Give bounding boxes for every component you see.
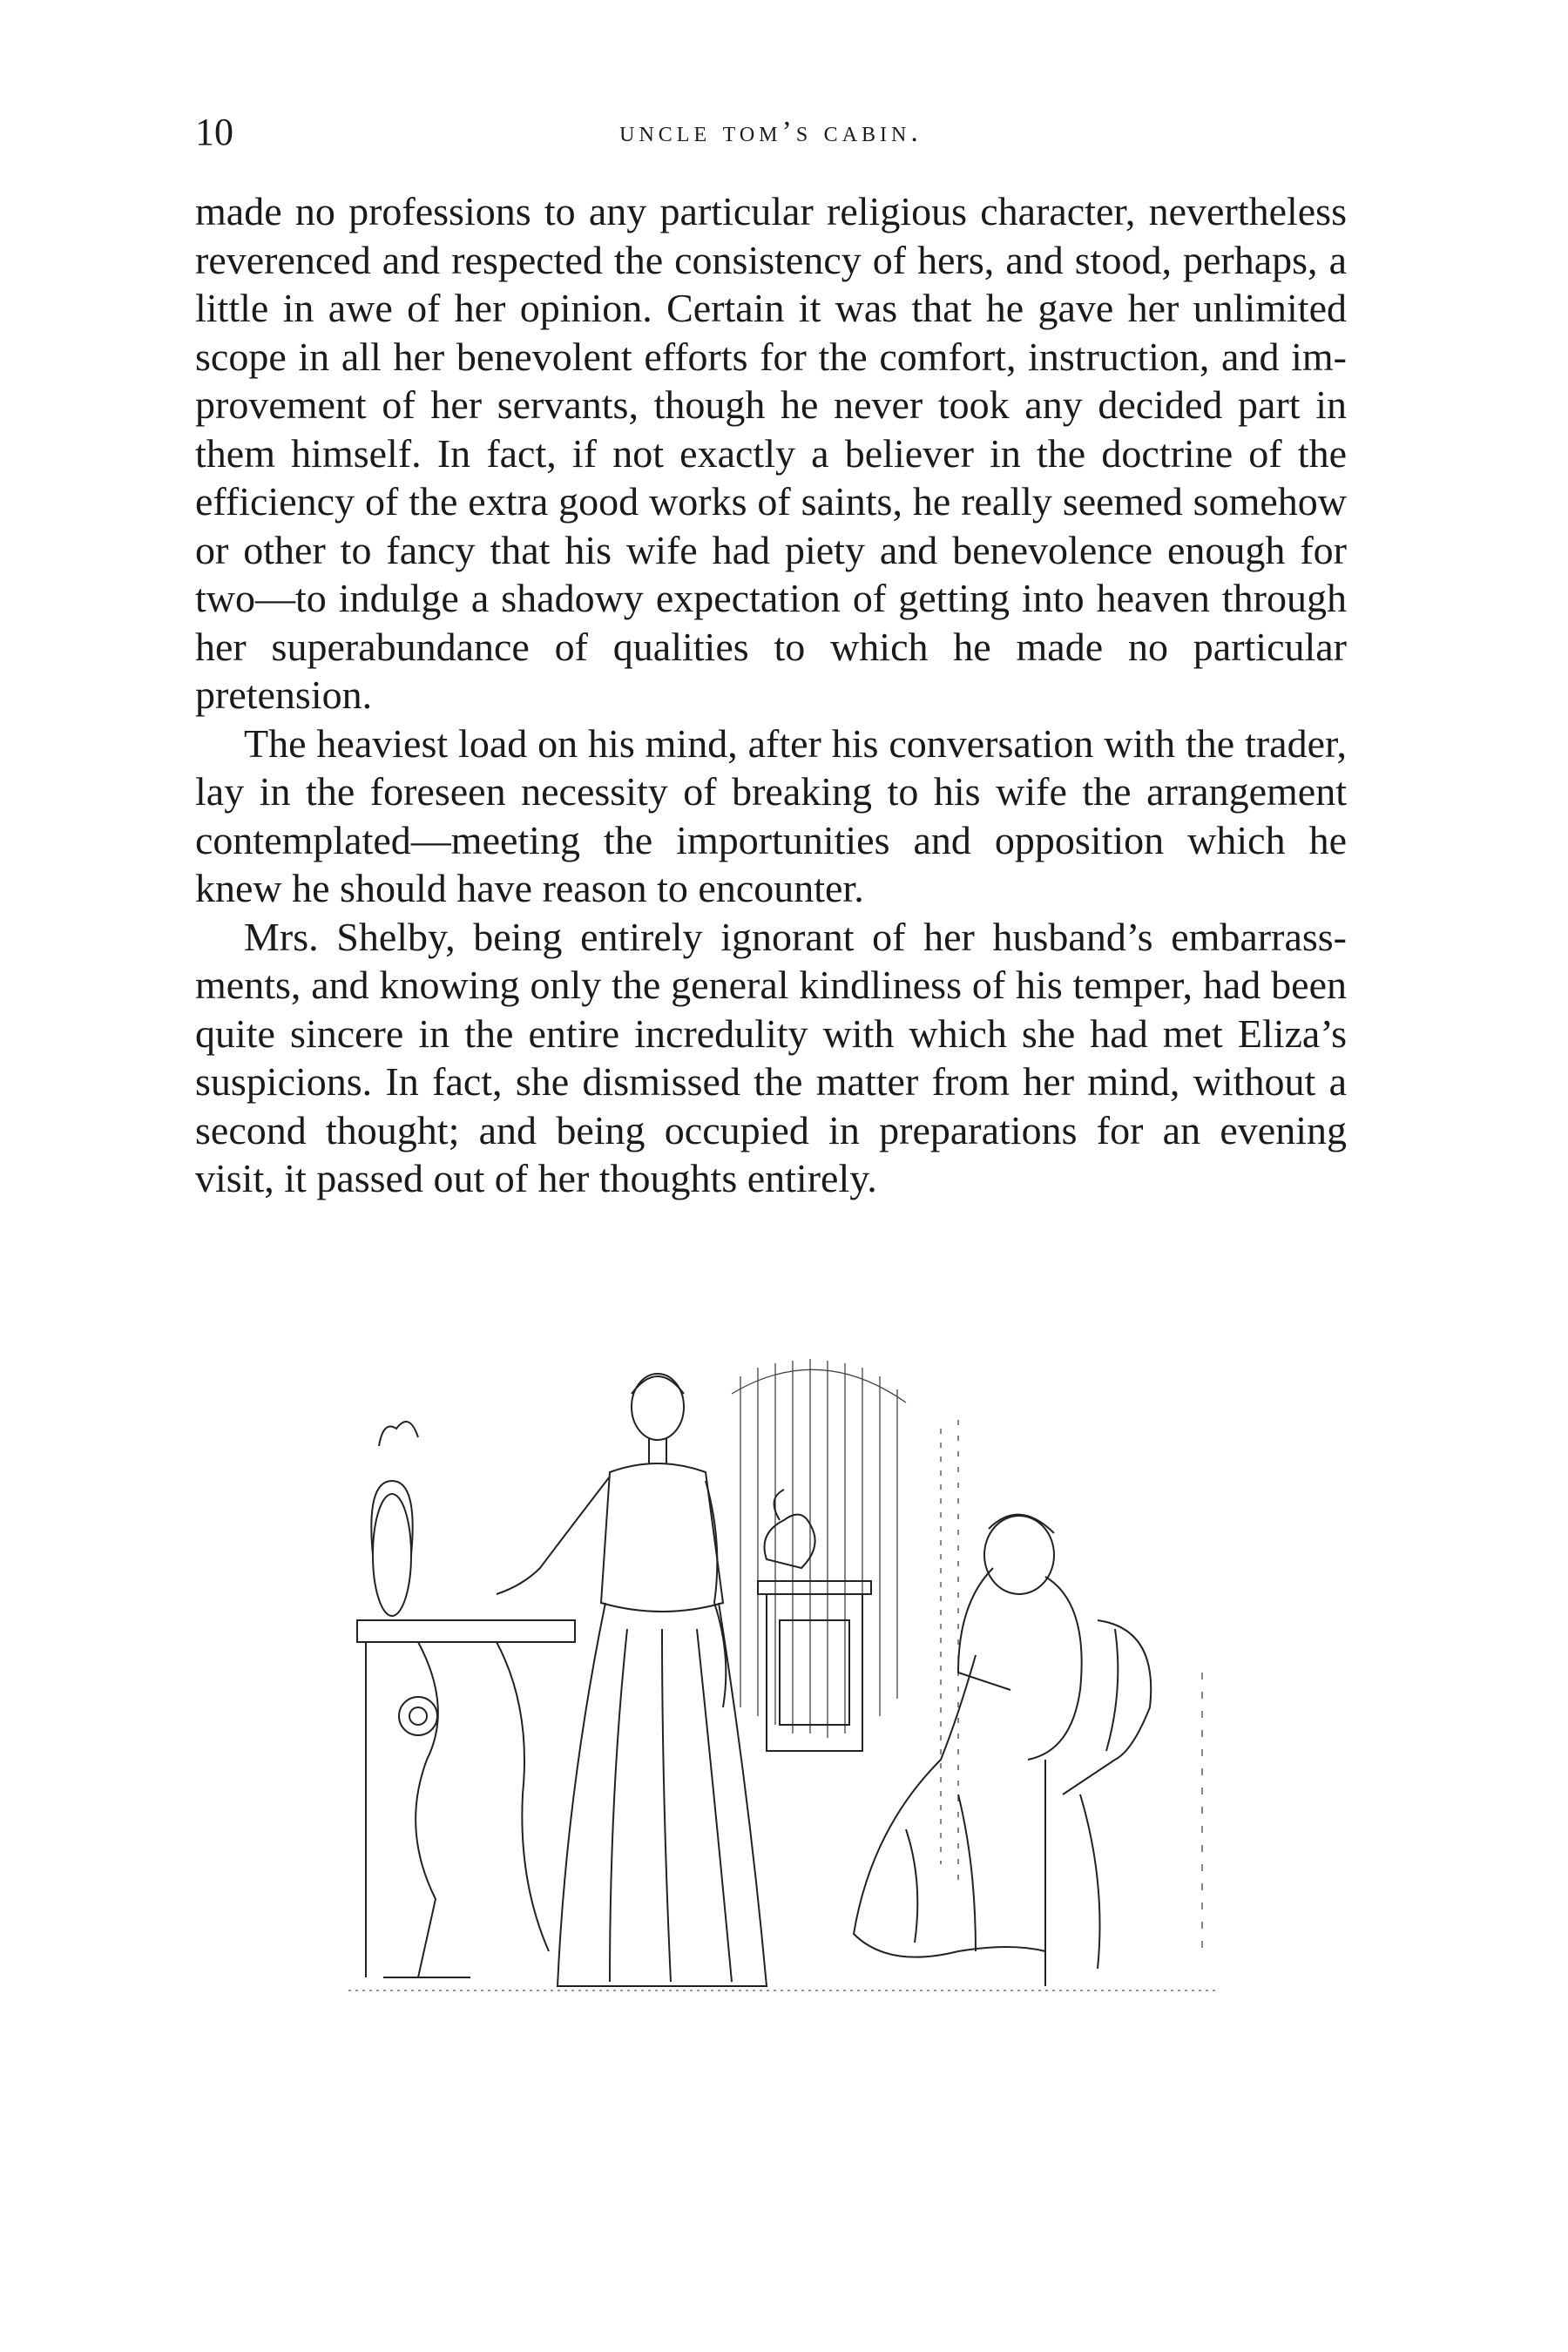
page-number: 10 (195, 111, 233, 153)
running-head (195, 106, 1347, 159)
chair (1045, 1620, 1151, 1986)
dressing-table (357, 1422, 575, 1977)
paragraph-1: made no professions to any particular religious character, nevertheless reverenced and respected the consistency of hers, and stood, perhaps, a little in awe of her opinion. Certain it was that he gave her unlimited scope in all her benevolent efforts for the comfort, instruction, and improvement of her servants, though he never took any decided part in them himself. In fact, if not exactly a believer in the doctrine of the efficiency of the extra good works of saints, he really seemed somehow or other to fancy that his wife had piety and benevolence enough for two—to indulge a shadowy expectation of getting into heaven through her superabundance of qualities to which he made no particular pretension. (195, 189, 1347, 717)
running-title: uncle tom’s cabin. (619, 116, 923, 148)
standing-woman (497, 1374, 767, 1986)
seated-woman (854, 1515, 1082, 1957)
paragraph-2: The heaviest load on his mind, after his conversation with the trader, lay in the foreseen necessity of breaking to his wife the arrangement contemplated—meeting the importunities and opposition which he knew he should have reason to encounter. (195, 720, 1347, 910)
illustration-svg (348, 1342, 1220, 2021)
engraving-two-women-illustration (348, 1342, 1220, 2021)
background-drapery (732, 1359, 1202, 1951)
body-text (195, 187, 1347, 1203)
paragraph-3: Mrs. Shelby, being entirely ignorant of her husband’s embarrassments, and knowing only the general kindliness of his temper, had been quite sincere in the entire incredulity with which she had met Eliza’s suspicions. In fact, she dismissed the matter from her mind, without a second thought; and being occupied in preparations for an evening visit, it passed out of her thoughts entirely. (195, 914, 1347, 1200)
